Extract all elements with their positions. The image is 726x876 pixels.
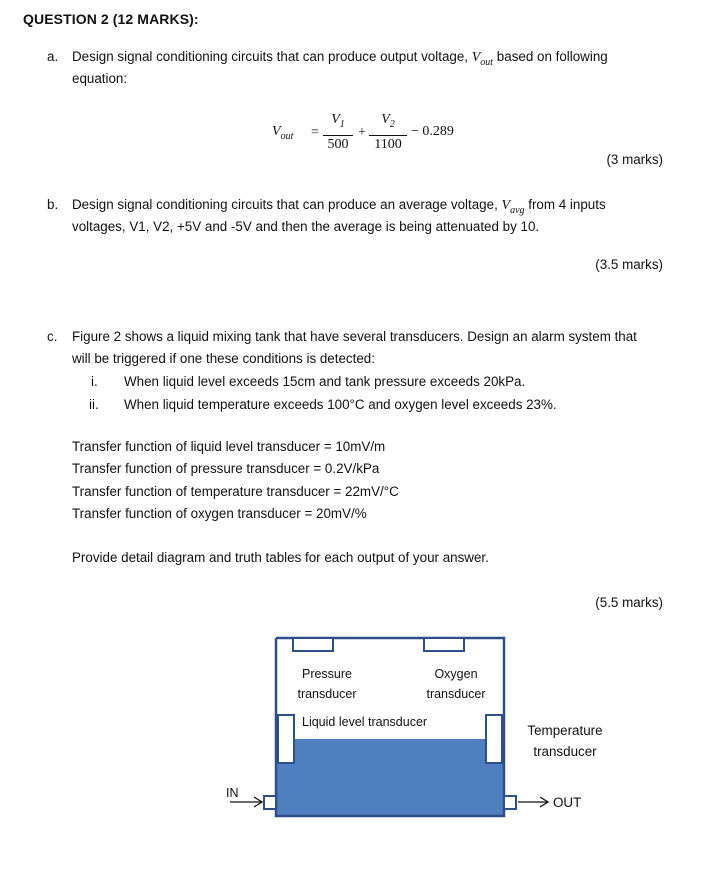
outlet-port bbox=[504, 796, 516, 809]
part-a-line1-prefix: Design signal conditioning circuits that can produce output voltage, bbox=[72, 49, 472, 64]
liquid-fill bbox=[276, 739, 504, 816]
pressure-transducer-box bbox=[293, 638, 333, 651]
condition-1-number: i. bbox=[91, 374, 98, 389]
vout-symbol: $V_{out}$ bbox=[471, 50, 494, 68]
out-label: OUT bbox=[553, 795, 582, 810]
part-c-marker: c. bbox=[47, 329, 58, 344]
transfer-function-level: Transfer function of liquid level transducer = 10mV/m bbox=[72, 439, 386, 454]
part-b-line2: voltages, V1, V2, +5V and -5V and then the average is being attenuated by 10. bbox=[72, 219, 540, 234]
part-a-line2: equation: bbox=[72, 71, 128, 86]
part-c-instruction: Provide detail diagram and truth tables for each output of your answer. bbox=[72, 550, 489, 565]
inlet-port bbox=[264, 796, 276, 809]
transfer-function-pressure: Transfer function of pressure transducer = 0.2V/kPa bbox=[72, 461, 380, 476]
temperature-transducer-box bbox=[486, 715, 502, 763]
transfer-function-oxygen: Transfer function of oxygen transducer = 20mV/% bbox=[72, 506, 367, 521]
level-transducer-box bbox=[278, 715, 294, 763]
equation-tail: − 0.289 bbox=[411, 124, 454, 139]
equation-equals: = bbox=[311, 125, 319, 140]
transfer-function-temperature: Transfer function of temperature transducer = 22mV/°C bbox=[72, 484, 399, 499]
in-label: IN bbox=[226, 786, 239, 800]
part-c-line2: will be triggered if one these conditions is detected: bbox=[72, 351, 375, 366]
out-arrow-icon bbox=[518, 797, 548, 807]
vavg-symbol: $V_{avg}$ bbox=[501, 198, 525, 216]
part-a-marker: a. bbox=[47, 49, 59, 64]
equation-plus: + bbox=[358, 125, 366, 140]
oxygen-transducer-box bbox=[424, 638, 464, 651]
temperature-transducer-label: Temperature transducer bbox=[527, 723, 603, 759]
part-b-marker: b. bbox=[47, 197, 59, 212]
pressure-transducer-label: Pressure transducer bbox=[297, 667, 357, 701]
part-c-marks: (5.5 marks) bbox=[595, 595, 663, 610]
part-b-marks: (3.5 marks) bbox=[595, 257, 663, 272]
part-a-line1-suffix: based on following bbox=[493, 49, 608, 64]
part-c-line1: Figure 2 shows a liquid mixing tank that have several transducers. Design an alarm system that bbox=[72, 329, 637, 344]
condition-1-text: When liquid level exceeds 15cm and tank pressure exceeds 20kPa. bbox=[124, 374, 526, 389]
condition-2-number: ii. bbox=[89, 397, 99, 412]
oxygen-transducer-label: Oxygen transducer bbox=[426, 667, 486, 701]
condition-2-text: When liquid temperature exceeds 100°C and oxygen level exceeds 23%. bbox=[124, 397, 557, 412]
level-transducer-label: Liquid level transducer bbox=[302, 715, 428, 729]
equation-vout: $V_{out}$ bbox=[272, 124, 294, 142]
part-a-marks: (3 marks) bbox=[606, 152, 663, 167]
equation-fraction-1: $V_1$ 500 bbox=[323, 112, 353, 153]
equation-fraction-2: $V_2$ 1100 bbox=[369, 112, 407, 153]
question-title: QUESTION 2 (12 MARKS): bbox=[23, 11, 199, 27]
part-b-line1: Design signal conditioning circuits that can produce an average voltage, $V_{avg}$ from 4 inputs bbox=[72, 197, 606, 216]
